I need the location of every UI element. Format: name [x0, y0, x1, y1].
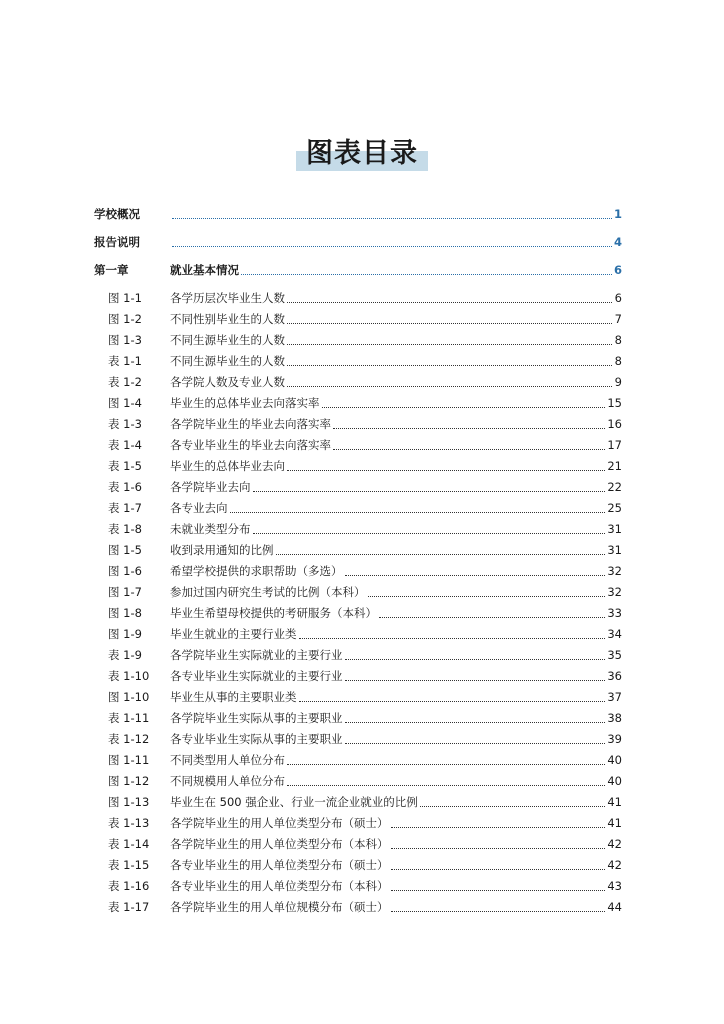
toc-page-number: 33 — [607, 606, 622, 620]
toc-page-number: 37 — [607, 690, 622, 704]
toc-figure-row[interactable] — [94, 706, 622, 726]
toc-page-number: 34 — [607, 627, 622, 641]
toc-page-number: 44 — [607, 900, 622, 914]
toc-figure-row[interactable] — [94, 727, 622, 747]
toc-dot-leader — [420, 802, 606, 807]
toc-entry-title: 各学院毕业去向 — [170, 480, 251, 494]
toc-dot-leader — [172, 214, 612, 219]
toc-figure-row[interactable] — [94, 328, 622, 348]
toc-figure-row[interactable] — [94, 895, 622, 915]
toc-entry-title: 各专业毕业生的用人单位类型分布（硕士） — [170, 858, 389, 872]
toc-entry-title: 各学历层次毕业生人数 — [170, 291, 285, 305]
toc-page-number: 16 — [607, 417, 622, 431]
toc-entry-number: 表 1-7 — [108, 501, 142, 515]
toc-entry-title: 不同类型用人单位分布 — [170, 753, 285, 767]
toc-entry-number: 表 1-10 — [108, 669, 150, 683]
toc-entry-title: 毕业生的总体毕业去向 — [170, 459, 285, 473]
toc-entry-title: 参加过国内研究生考试的比例（本科） — [170, 585, 366, 599]
toc-entry-number: 图 1-4 — [108, 396, 142, 410]
toc-entry-number: 图 1-13 — [108, 795, 150, 809]
toc-entry-title: 各学院毕业生的毕业去向落实率 — [170, 417, 331, 431]
toc-page-number: 41 — [607, 816, 622, 830]
toc-chapter-row[interactable] — [94, 258, 622, 278]
toc-figure-row[interactable] — [94, 454, 622, 474]
toc-figure-row[interactable] — [94, 601, 622, 621]
toc-dot-leader — [287, 298, 612, 303]
toc-dot-leader — [379, 613, 605, 618]
toc-entry-number: 学校概况 — [94, 207, 140, 221]
toc-entry-number: 图 1-9 — [108, 627, 142, 641]
toc-entry-title: 毕业生希望母校提供的考研服务（本科） — [170, 606, 377, 620]
toc-entry-number: 图 1-3 — [108, 333, 142, 347]
toc-entry-title: 未就业类型分布 — [170, 522, 251, 536]
toc-dot-leader — [345, 655, 606, 660]
toc-figure-row[interactable] — [94, 769, 622, 789]
toc-figure-row[interactable] — [94, 748, 622, 768]
toc-figure-row[interactable] — [94, 832, 622, 852]
toc-entry-number: 表 1-4 — [108, 438, 142, 452]
toc-dot-leader — [333, 445, 605, 450]
toc-entry-title: 各学院毕业生的用人单位规模分布（硕士） — [170, 900, 389, 914]
toc-entry-number: 图 1-2 — [108, 312, 142, 326]
toc-page-number: 6 — [614, 291, 622, 305]
toc-dot-leader — [230, 508, 606, 513]
toc-entry-number: 图 1-7 — [108, 585, 142, 599]
toc-entry-number: 表 1-16 — [108, 879, 150, 893]
toc-page-number: 9 — [614, 375, 622, 389]
toc-page-number: 40 — [607, 753, 622, 767]
toc-entry-number: 图 1-11 — [108, 753, 150, 767]
toc-figure-row[interactable] — [94, 790, 622, 810]
toc-page-number: 7 — [614, 312, 622, 326]
toc-entry-number: 表 1-9 — [108, 648, 142, 662]
toc-entry-title: 各学院毕业生实际从事的主要职业 — [170, 711, 343, 725]
toc-entry-title: 毕业生在 500 强企业、行业一流企业就业的比例 — [170, 795, 418, 809]
toc-dot-leader — [287, 382, 612, 387]
toc-entry-number: 表 1-12 — [108, 732, 150, 746]
toc-entry-number: 图 1-10 — [108, 690, 150, 704]
toc-page-number: 36 — [607, 669, 622, 683]
toc-entry-number: 图 1-12 — [108, 774, 150, 788]
toc-figure-row[interactable] — [94, 412, 622, 432]
toc-dot-leader — [391, 907, 606, 912]
toc-page-number: 6 — [613, 263, 622, 277]
toc-dot-leader — [287, 340, 612, 345]
toc-dot-leader — [299, 697, 606, 702]
toc-page-number: 42 — [607, 858, 622, 872]
toc-page-number: 25 — [607, 501, 622, 515]
toc-figure-row[interactable] — [94, 349, 622, 369]
toc-page-number: 41 — [607, 795, 622, 809]
toc-figure-row[interactable] — [94, 643, 622, 663]
toc-dot-leader — [333, 424, 605, 429]
toc-chapter-row[interactable] — [94, 202, 622, 222]
toc-entry-title: 各学院毕业生实际就业的主要行业 — [170, 648, 343, 662]
toc-figure-row[interactable] — [94, 580, 622, 600]
toc-dot-leader — [391, 844, 606, 849]
toc-entry-title: 各学院毕业生的用人单位类型分布（本科） — [170, 837, 389, 851]
toc-dot-leader — [253, 487, 606, 492]
toc-page-number: 31 — [607, 543, 622, 557]
toc-page-number: 32 — [607, 585, 622, 599]
toc-figure-row[interactable] — [94, 559, 622, 579]
toc-entry-title: 毕业生就业的主要行业类 — [170, 627, 297, 641]
toc-figure-row[interactable] — [94, 307, 622, 327]
toc-dot-leader — [345, 739, 606, 744]
toc-page-number: 40 — [607, 774, 622, 788]
toc-figure-row[interactable] — [94, 517, 622, 537]
toc-page-number: 15 — [607, 396, 622, 410]
toc-figure-row[interactable] — [94, 286, 622, 306]
toc-dot-leader — [391, 865, 606, 870]
toc-page-number: 32 — [607, 564, 622, 578]
toc-page-number: 22 — [607, 480, 622, 494]
toc-figure-row[interactable] — [94, 685, 622, 705]
toc-entry-number: 图 1-5 — [108, 543, 142, 557]
toc-entry-number: 表 1-14 — [108, 837, 150, 851]
toc-dot-leader — [322, 403, 606, 408]
toc-figure-row[interactable] — [94, 811, 622, 831]
toc-page-number: 1 — [613, 207, 622, 221]
toc-entry-number: 图 1-6 — [108, 564, 142, 578]
toc-entry-number: 表 1-6 — [108, 480, 142, 494]
toc-dot-leader — [368, 592, 606, 597]
toc-entry-number: 表 1-15 — [108, 858, 150, 872]
toc-page-number: 8 — [614, 333, 622, 347]
toc-entry-number: 表 1-17 — [108, 900, 150, 914]
toc-entry-title: 各学院毕业生的用人单位类型分布（硕士） — [170, 816, 389, 830]
toc-figure-row[interactable] — [94, 433, 622, 453]
toc-entry-title: 各专业毕业生的毕业去向落实率 — [170, 438, 331, 452]
toc-entry-number: 第一章 — [94, 263, 129, 277]
toc-page-number: 38 — [607, 711, 622, 725]
toc-entry-number: 表 1-1 — [108, 354, 142, 368]
toc-entry-title: 各学院人数及专业人数 — [170, 375, 285, 389]
toc-entry-number: 图 1-1 — [108, 291, 142, 305]
toc-dot-leader — [287, 760, 605, 765]
toc-dot-leader — [253, 529, 606, 534]
toc-dot-leader — [172, 242, 612, 247]
toc-entry-number: 报告说明 — [94, 235, 140, 249]
toc-entry-title: 就业基本情况 — [170, 263, 239, 277]
toc-figure-row[interactable] — [94, 538, 622, 558]
toc-page-number: 17 — [607, 438, 622, 452]
toc-entry-title: 不同规模用人单位分布 — [170, 774, 285, 788]
toc-entry-title: 各专业去向 — [170, 501, 228, 515]
toc-entry-number: 表 1-2 — [108, 375, 142, 389]
toc-dot-leader — [241, 270, 612, 275]
toc-entry-title: 毕业生从事的主要职业类 — [170, 690, 297, 704]
toc-entry-title: 不同生源毕业生的人数 — [170, 354, 285, 368]
toc-dot-leader — [287, 319, 612, 324]
toc-page-number: 31 — [607, 522, 622, 536]
toc-entry-number: 表 1-3 — [108, 417, 142, 431]
toc-dot-leader — [345, 571, 606, 576]
toc-page-number: 4 — [613, 235, 622, 249]
toc-figure-row[interactable] — [94, 664, 622, 684]
toc-dot-leader — [287, 466, 605, 471]
toc-dot-leader — [287, 781, 605, 786]
toc-entry-title: 希望学校提供的求职帮助（多选） — [170, 564, 343, 578]
toc-entry-title: 各专业毕业生实际从事的主要职业 — [170, 732, 343, 746]
toc-page-number: 8 — [614, 354, 622, 368]
toc-figure-row[interactable] — [94, 391, 622, 411]
toc-dot-leader — [391, 823, 606, 828]
toc-figure-row[interactable] — [94, 622, 622, 642]
toc-page-number: 35 — [607, 648, 622, 662]
toc-entry-title: 各专业毕业生实际就业的主要行业 — [170, 669, 343, 683]
toc-dot-leader — [287, 361, 612, 366]
toc-dot-leader — [345, 718, 606, 723]
toc-dot-leader — [299, 634, 606, 639]
toc-dot-leader — [276, 550, 606, 555]
toc-entry-number: 表 1-13 — [108, 816, 150, 830]
toc-entry-number: 表 1-11 — [108, 711, 150, 725]
page-title: 图表目录 — [296, 134, 428, 174]
toc-chapter-row[interactable] — [94, 230, 622, 250]
toc-entry-title: 不同生源毕业生的人数 — [170, 333, 285, 347]
toc-entry-number: 表 1-5 — [108, 459, 142, 473]
toc-figure-row[interactable] — [94, 475, 622, 495]
toc-figure-row[interactable] — [94, 496, 622, 516]
toc-page-number: 43 — [607, 879, 622, 893]
toc-figure-row[interactable] — [94, 874, 622, 894]
page-title-wrap — [0, 134, 724, 174]
toc-entry-number: 表 1-8 — [108, 522, 142, 536]
toc-entry-number: 图 1-8 — [108, 606, 142, 620]
toc-entry-title: 收到录用通知的比例 — [170, 543, 274, 557]
toc-page-number: 39 — [607, 732, 622, 746]
toc-figure-row[interactable] — [94, 370, 622, 390]
toc-page-number: 42 — [607, 837, 622, 851]
toc-entry-title: 不同性别毕业生的人数 — [170, 312, 285, 326]
toc-entry-title: 毕业生的总体毕业去向落实率 — [170, 396, 320, 410]
toc-entry-title: 各专业毕业生的用人单位类型分布（本科） — [170, 879, 389, 893]
toc-figure-row[interactable] — [94, 853, 622, 873]
toc-dot-leader — [391, 886, 606, 891]
toc-dot-leader — [345, 676, 606, 681]
toc-page-number: 21 — [607, 459, 622, 473]
